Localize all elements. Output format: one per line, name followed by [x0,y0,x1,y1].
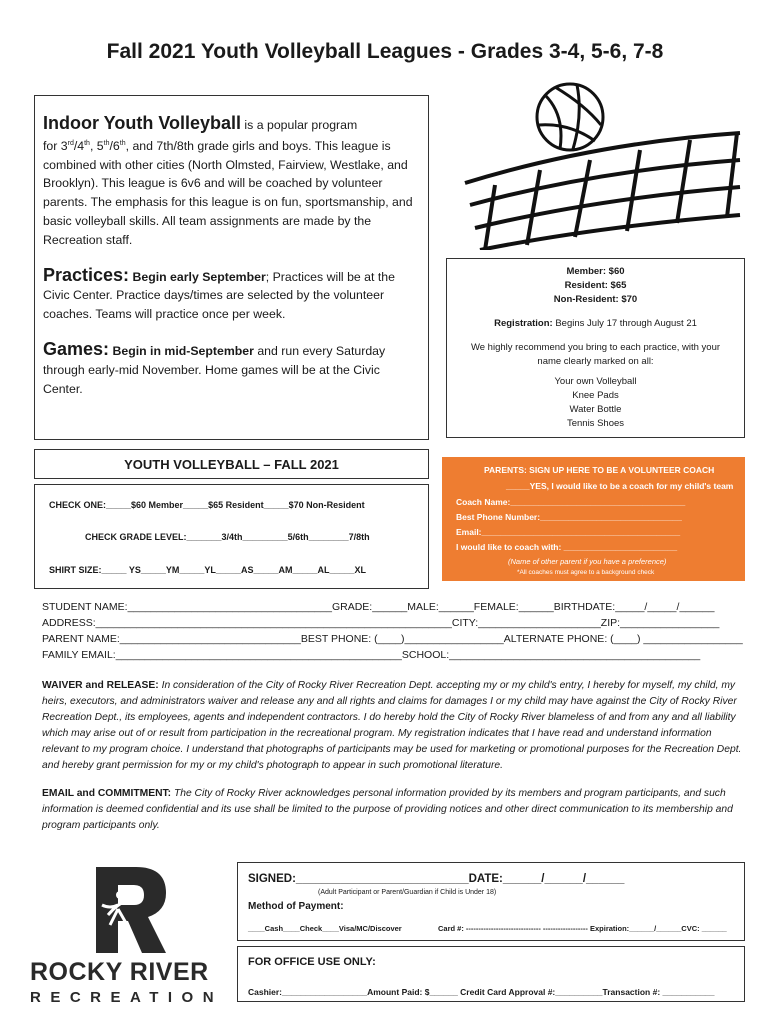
card-info-field[interactable]: Card #: ------------------------------ ------------------ Expiration:______/______CVC: ______ [438,924,727,933]
intro-body: and 7th/8th grade girls and boys. This league is combined with other cities (North Olmsted, Fairview, Westlake, and Brooklyn). This league is 6v6 and will be coached by volunteer parents. The emphasis for this league is on fun, sportsmanship, and basic volleyball skills. All team assignments are made by the Recreation staff. [43,138,413,247]
volunteer-coach-box [442,457,745,581]
fee-member: Member: $60 [566,266,625,277]
games-bold: Begin in mid-September [112,344,254,359]
payment-method-options[interactable]: ____Cash____Check____Visa/MC/Discover [248,924,402,933]
intro-box: Indoor Youth Volleyball is a popular program for 3rd/4th, 5th/6th, and 7th/8th grade girls and boys. This league is combined with other cities (North Olmsted, Fairview, Westlake, and Brooklyn). This league is 6v6 and will be coached by volunteer parents. The emphasis for this league is on fun, sportsmanship, and basic volleyball skills. All team assignments are made by the Recreation staff. Practices: Begin early September; Practices will be at the Civic Center. Practice days/times are selected by the volunteer coaches. Teams will practice once per week. Games: Begin in mid-September and run every Saturday through early-mid November. Home games will be at the Civic Center. [34,95,429,440]
waiver-text: In consideration of the City of Rocky River Recreation Dept. accepting my or my child's entry, I hereby for myself, my child, my heirs, executors, and administrators waiver and release any and all rights and claims for damages I or my child may have against the City of Rocky River Recreation Dept., its employees, agents and independent contractors. I do hereby hold the City of Rocky River blameless of and from any and all liability which may arise out of or result from participation in the recreational program. My registration indicates that I have read and understand information relevant to my program choice. I understand that photographs of participants may be used for marketing or promotional purposes for the Recreation Dept. and hereby grant permission for my or my child's photograph to appear in such promotional literature. [42,680,742,771]
item-water-bottle: Water Bottle [569,404,622,415]
email-commitment-label: EMAIL and COMMITMENT: [42,788,172,799]
options-box [34,484,429,589]
practices-bold: Begin early September [132,269,266,284]
coach-preference-field[interactable]: I would like to coach with: ________________________ [456,542,678,552]
waiver-section [42,678,742,846]
coach-email-field[interactable]: Email:__________________________________________ [456,527,681,537]
coach-title: PARENTS: SIGN UP HERE TO BE A VOLUNTEER COACH [484,465,715,475]
office-use-box [237,946,745,1002]
grade-level-field[interactable]: CHECK GRADE LEVEL:_______3/4th_________5/6th________7/8th [85,532,370,542]
check-one-field[interactable]: CHECK ONE:_____$60 Member_____$65 Resident_____$70 Non-Resident [49,500,365,510]
rocky-river-logo-mark [88,865,168,955]
rocky-river-logo [30,958,230,1006]
intro-body-start: for 3 [43,138,68,153]
practices-text: ; Practices will be at the Civic Center. Practice days/times are selected by the volunteer coaches. Teams will practice once per week. [43,269,395,322]
student-info [42,599,742,663]
coach-name-field[interactable]: Coach Name:_____________________________________ [456,497,686,507]
item-tennis-shoes: Tennis Shoes [566,418,625,429]
fee-resident: Resident: $65 [564,280,627,291]
registration-label: Registration: [494,318,553,329]
student-line-4[interactable]: FAMILY EMAIL:_________________________________________________SCHOOL:___________________________________________ [42,649,701,661]
logo-line-2: RECREATION [30,989,224,1006]
signature-box [237,862,745,941]
coach-phone-field[interactable]: Best Phone Number:______________________________ [456,512,682,522]
coach-yes-field[interactable]: _____YES, I would like to be a coach for my child's team [506,481,734,491]
email-commitment-text: The City of Rocky River acknowledges personal information provided by its members and program participants, and such information is deemed confidential and its use shall be limited to the purpose of providing notices and other direct communication to its membership and program participants only. [42,788,733,831]
logo-line-1: ROCKY RIVER [30,958,209,986]
office-title: FOR OFFICE USE ONLY: [248,956,376,968]
item-volleyball: Your own Volleyball [554,376,637,387]
fee-box [446,258,745,438]
office-fields[interactable]: Cashier:__________________Amount Paid: $______ Credit Card Approval #:__________Transaction #: ___________ [248,987,715,997]
coach-note-preference: (Name of other parent if you have a preference) [508,557,667,566]
youth-volleyball-header: YOUTH VOLLEYBALL – FALL 2021 [34,449,429,479]
student-line-1[interactable]: STUDENT NAME:___________________________________GRADE:______MALE:______FEMALE:______BIRTHDATE:_____/_____/______ [42,601,715,613]
payment-method-label: Method of Payment: [248,901,344,912]
registration-text: Begins July 17 through August 21 [552,318,697,329]
volleyball-net-illustration [455,75,750,250]
fee-nonresident: Non-Resident: $70 [553,294,638,305]
student-line-3[interactable]: PARENT NAME:_______________________________BEST PHONE: (____)_________________ALTERNATE PHONE: (____) _________________ [42,633,743,645]
recommend-text: We highly recommend you bring to each practice, with your name clearly marked on all: [470,342,721,367]
coach-note-background: *All coaches must agree to a background check [517,569,655,576]
waiver-label: WAIVER and RELEASE: [42,680,159,691]
item-knee-pads: Knee Pads [572,390,619,401]
student-line-2[interactable]: ADDRESS:_____________________________________________________________CITY:_____________________ZIP:_________________ [42,617,720,629]
games-text: and run every Saturday through early-mid November. Home games will be at the Civic Center. [43,344,386,396]
signed-date-field[interactable]: SIGNED:___________________________DATE:______/______/______ [248,873,625,885]
intro-heading-tail: is a popular program [241,118,358,132]
adult-note: (Adult Participant or Parent/Guardian if Child is Under 18) [318,889,497,896]
page-title: Fall 2021 Youth Volleyball Leagues - Grades 3-4, 5-6, 7-8 [106,40,664,63]
intro-heading: Indoor Youth Volleyball [43,113,242,133]
games-label: Games: [43,339,110,360]
shirt-size-field[interactable]: SHIRT SIZE:_____ YS_____YM_____YL_____AS_____AM_____AL_____XL [49,565,367,575]
practices-label: Practices: [43,264,130,285]
